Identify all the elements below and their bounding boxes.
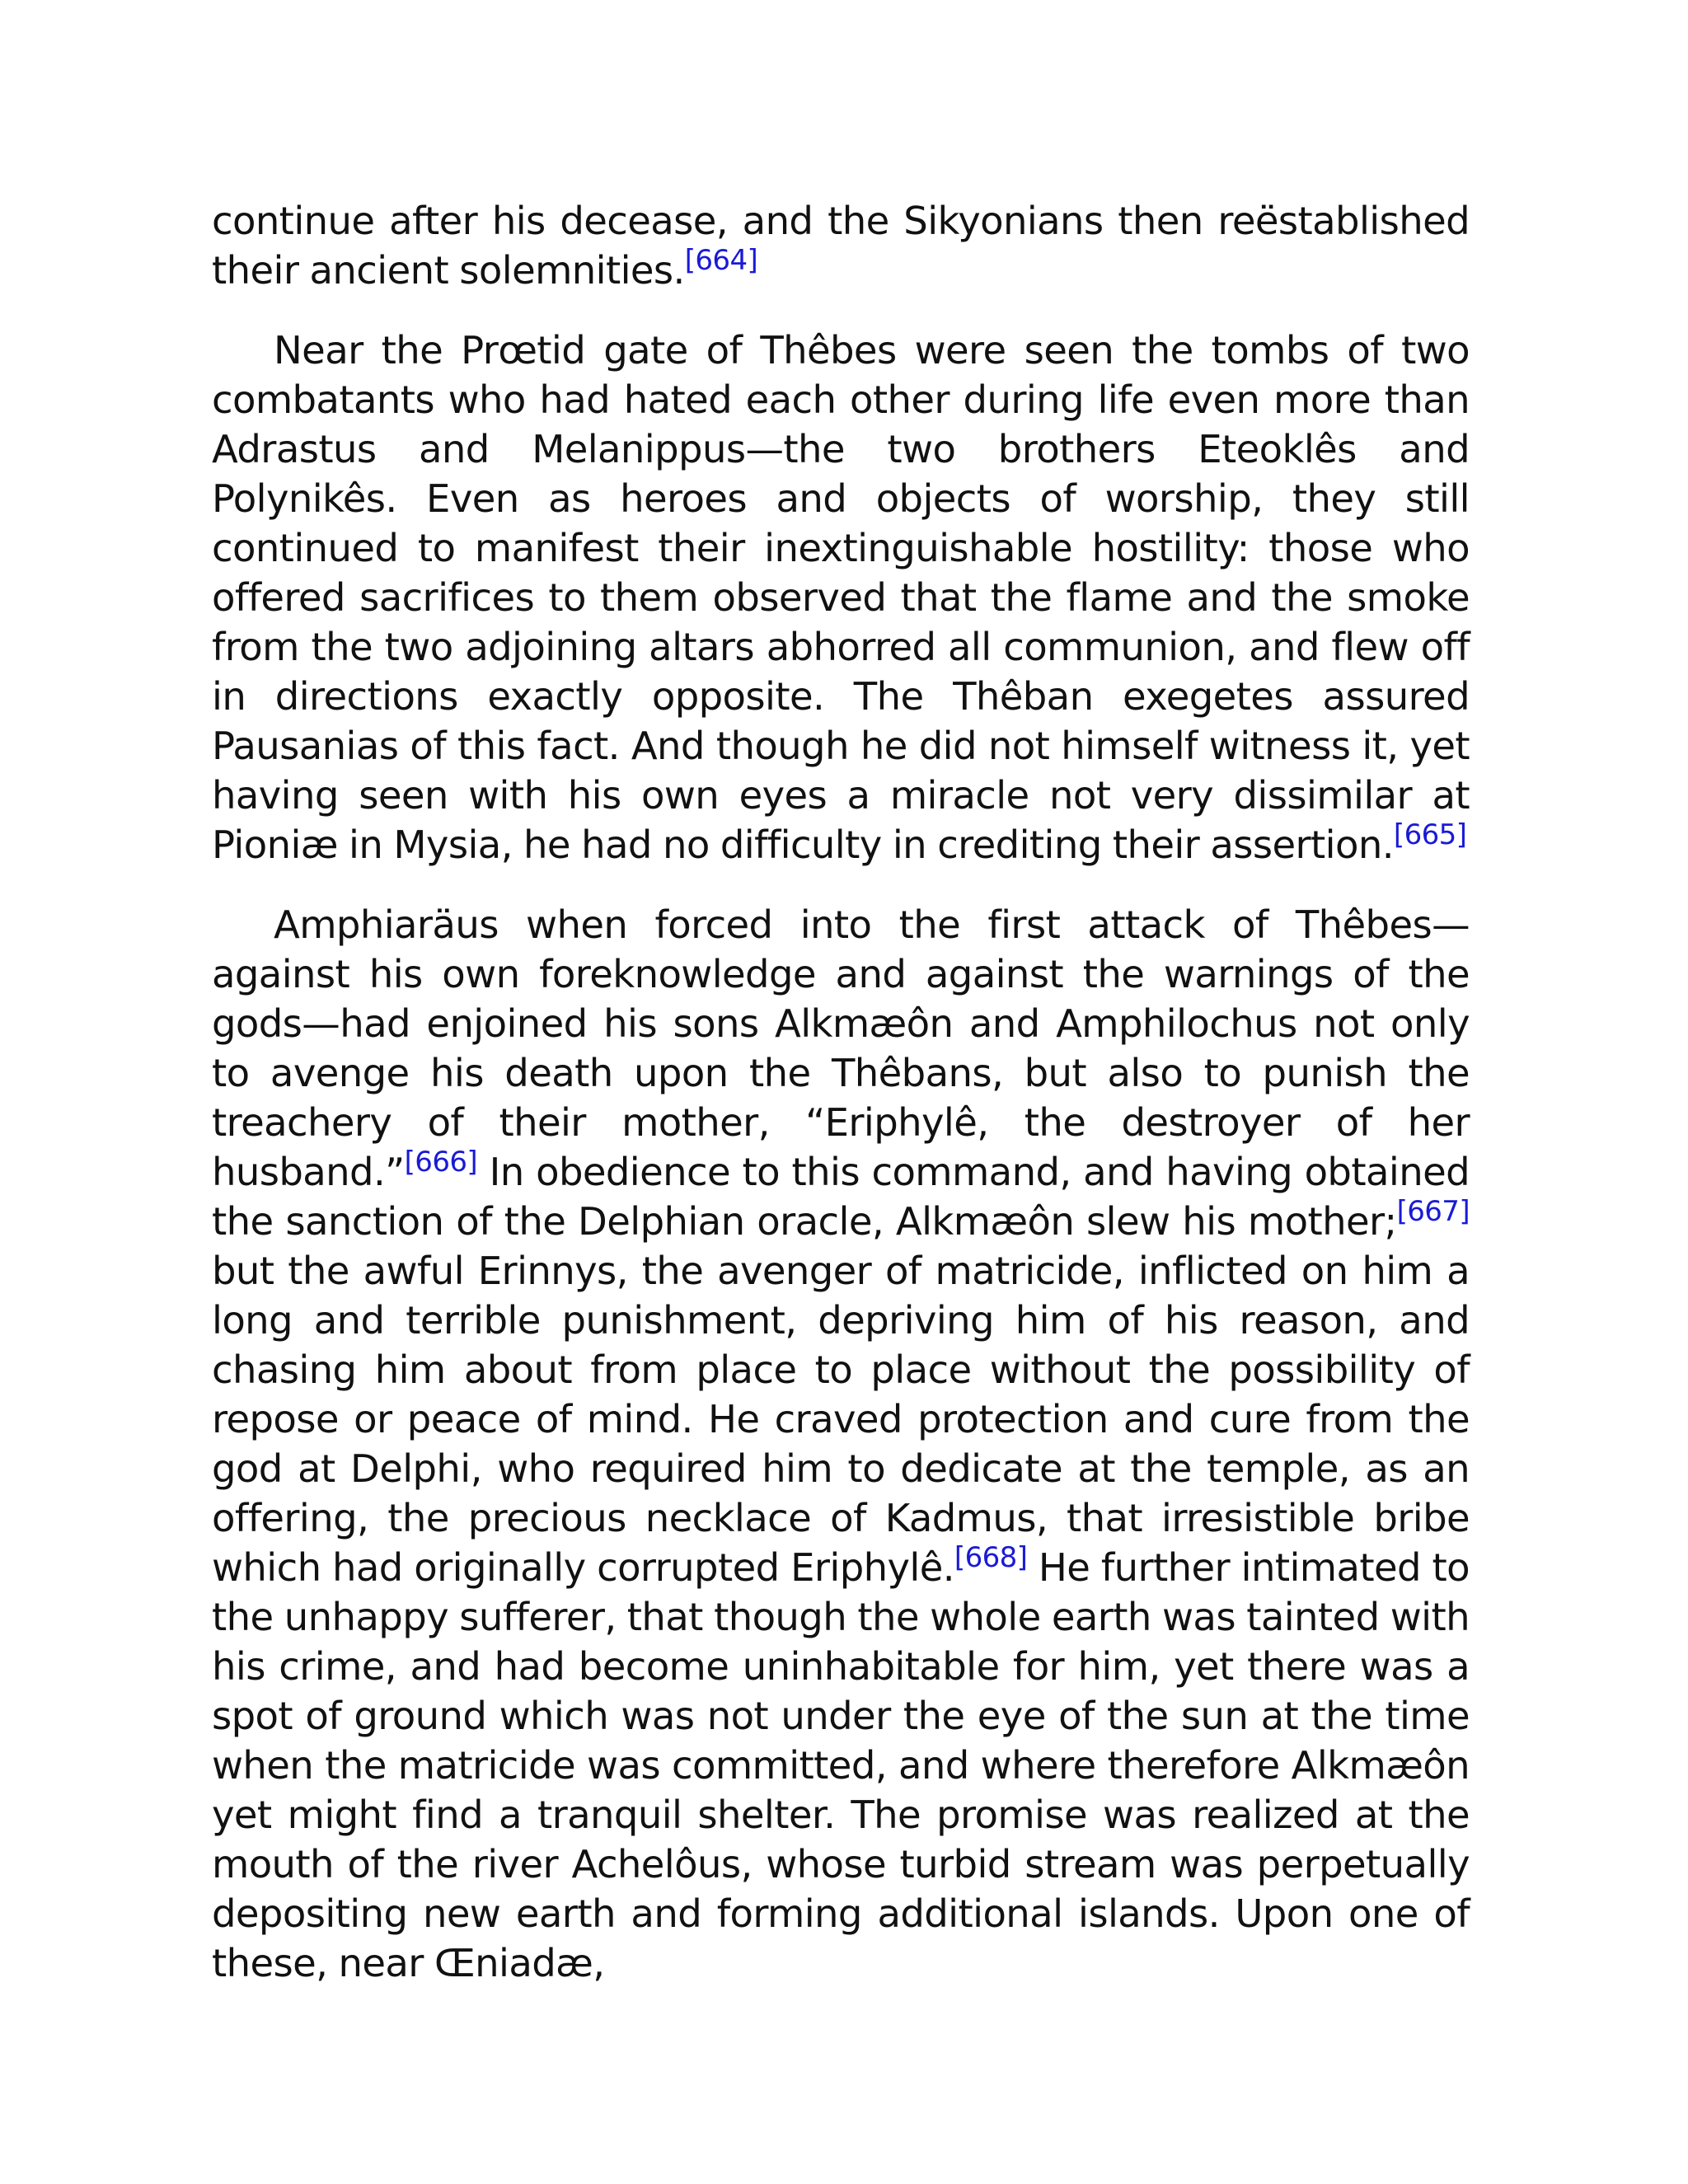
paragraph-text: Amphiaräus when forced into the first attack of Thêbes—against his own foreknowledge and against the warnings of the gods—had enjoined his sons Alkmæôn and Amphilochus not only to avenge his death upon the Thêbans, but also to punish the treachery of their mother, “Eriphylê, the destroyer of her husband.”	[212, 902, 1470, 1194]
paragraph-text: In obedience to this command, and having obtained the sanction of the Delphian oracle, Alkmæôn slew his mother;	[212, 1150, 1470, 1244]
paragraph-text: He further intimated to the unhappy sufferer, that though the whole earth was tainted with his crime, and had become uninhabitable for him, yet there was a spot of ground which was not under the eye of the sun at the time when the matricide was committed, and where therefore Alkmæôn yet might find a tranquil shelter. The promise was realized at the mouth of the river Achelôus, whose turbid stream was perpetually depositing new earth and forming additional islands. Upon one of these, near Œniadæ,	[212, 1545, 1470, 1985]
footnote-link-665[interactable]: [665]	[1393, 818, 1467, 851]
paragraph-3	[212, 900, 1470, 1988]
footnote-link-667[interactable]: [667]	[1396, 1195, 1470, 1228]
paragraph-text: but the awful Erinnys, the avenger of matricide, inflicted on him a long and terrible punishment, depriving him of his reason, and chasing him about from place to place without the possibility of repose or peace of mind. He craved protection and cure from the god at Delphi, who required him to dedicate at the temple, as an offering, the precious necklace of Kadmus, that irresistible bribe which had originally corrupted Eriphylê.	[212, 1249, 1470, 1590]
page-body	[212, 196, 1470, 2018]
paragraph-2	[212, 326, 1470, 869]
footnote-link-666[interactable]: [666]	[404, 1146, 478, 1179]
footnote-link-664[interactable]: [664]	[684, 244, 758, 277]
footnote-link-668[interactable]: [668]	[954, 1541, 1028, 1574]
paragraph-1	[212, 196, 1470, 295]
paragraph-text: continue after his decease, and the Sikyonians then reëstablished their ancient solemnities.	[212, 199, 1470, 293]
paragraph-text: Near the Prœtid gate of Thêbes were seen the tombs of two combatants who had hated each other during life even more than Adrastus and Melanippus—the two brothers Eteoklês and Polynikês. Even as heroes and objects of worship, they still continued to manifest their inextinguishable hostility: those who offered sacrifices to them observed that the flame and the smoke from the two adjoining altars abhorred all communion, and flew off in directions exactly opposite. The Thêban exegetes assured Pausanias of this fact. And though he did not himself witness it, yet having seen with his own eyes a miracle not very dissimilar at Pioniæ in Mysia, he had no difficulty in crediting their assertion.	[212, 328, 1470, 867]
